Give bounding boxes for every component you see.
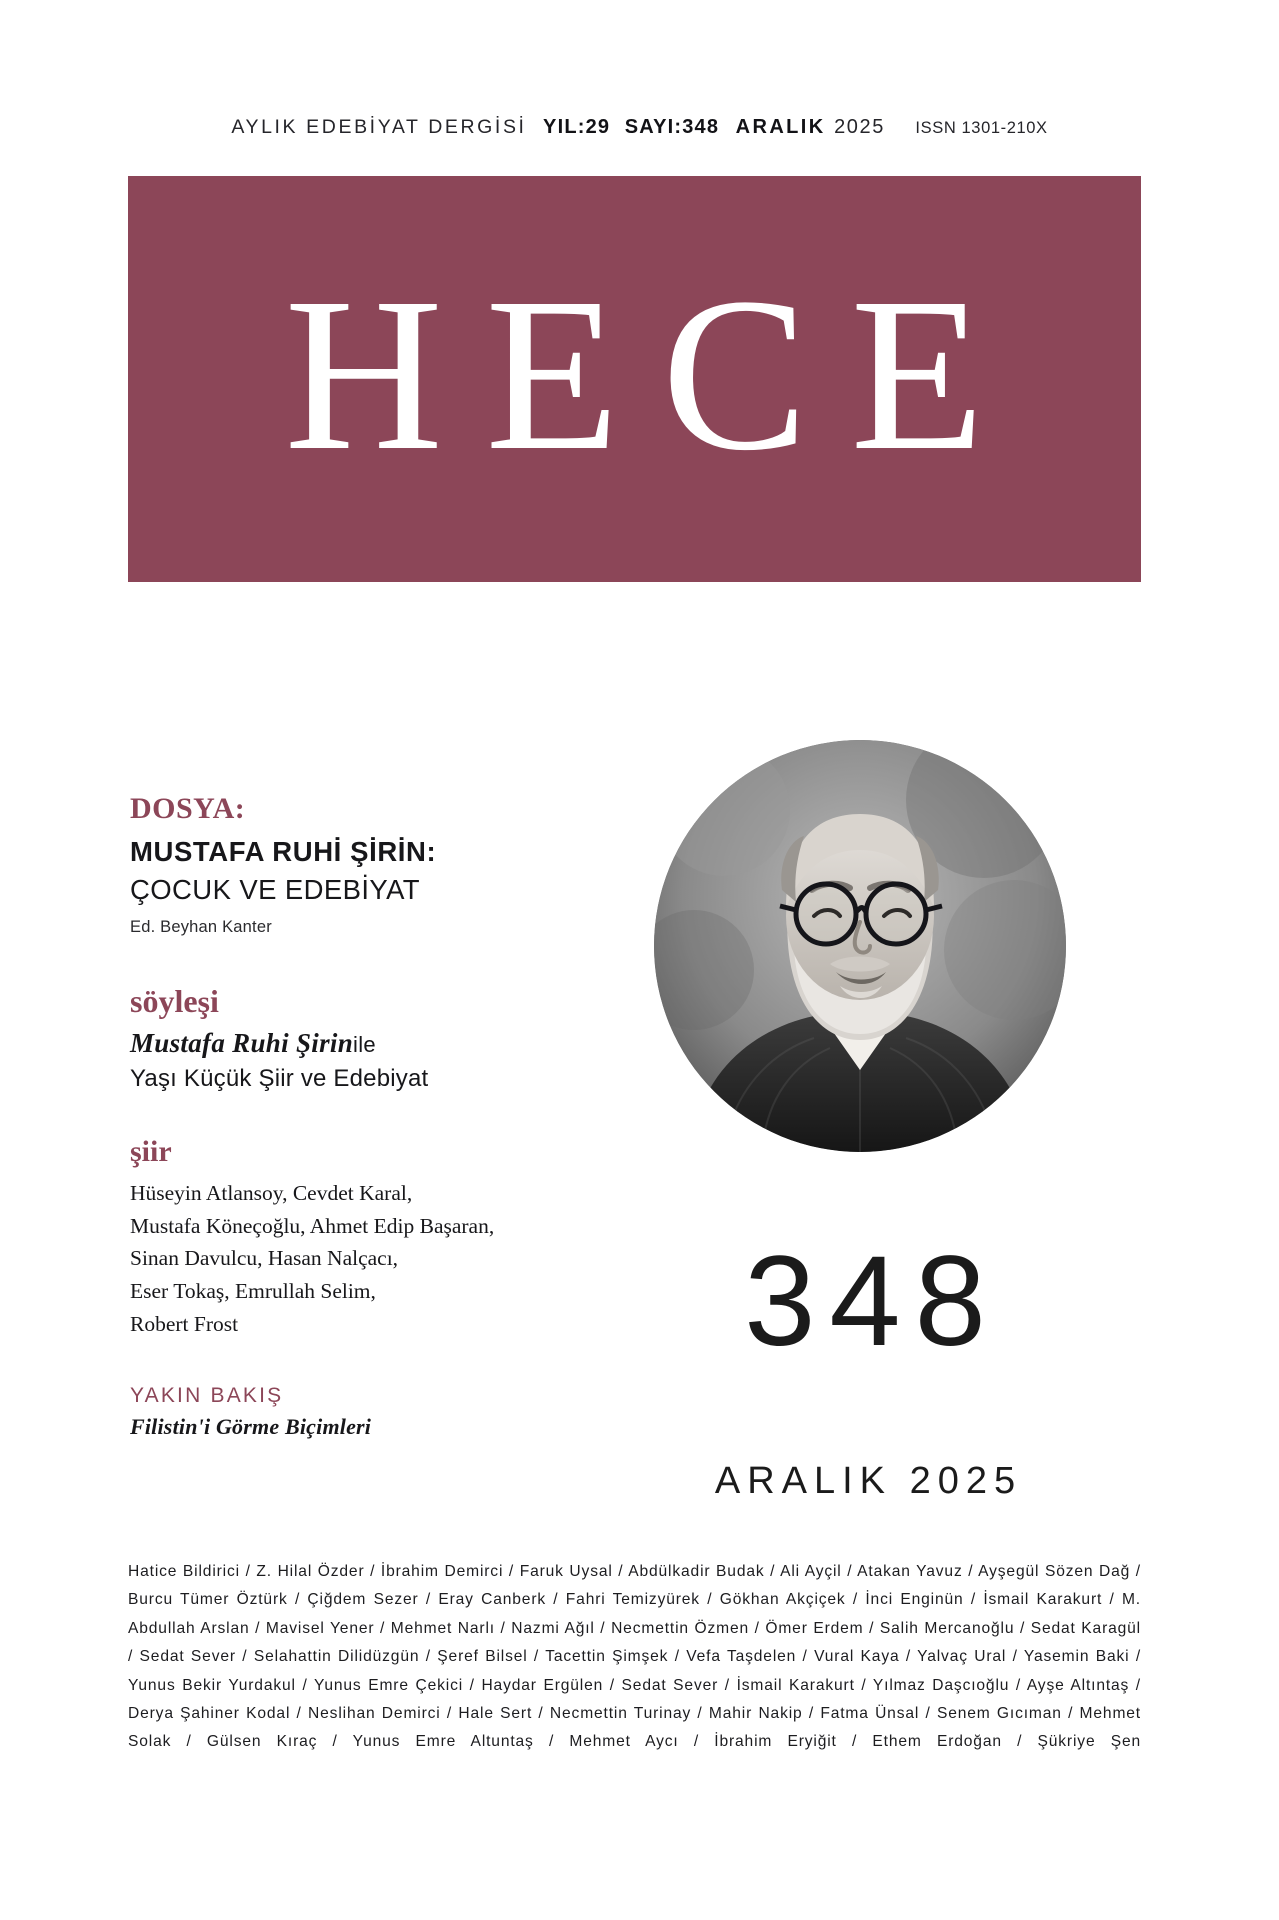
close-up-label: YAKIN BAKIŞ [130,1384,284,1408]
issue-date-display: ARALIK 2025 [714,1460,1023,1502]
issue-number-display: 348 [744,1230,1000,1373]
issn-label: ISSN 1301-210X [915,119,1048,137]
poetry-line: Eser Tokaş, Emrullah Selim, [130,1279,376,1304]
contributors-list [128,1558,1141,1757]
issue-number-label: SAYI:348 [624,116,720,138]
periodicity-label: AYLIK EDEBİYAT DERGİSİ [231,116,527,138]
interview-section [130,983,630,1093]
poetry-contributor-list [130,1177,630,1340]
dossier-title-line-1: MUSTAFA RUHİ ŞİRİN: [130,836,437,867]
portrait-illustration [654,740,1066,1152]
magazine-title: HECE [284,252,1027,496]
cover-lines-column [130,792,630,1440]
dossier-title-line-2: ÇOCUK VE EDEBİYAT [130,874,421,905]
poetry-line: Sinan Davulcu, Hasan Nalçacı, [130,1246,399,1271]
dossier-editor: Ed. Beyhan Kanter [130,918,272,936]
interview-guest-name: Mustafa Ruhi Şirin [130,1028,354,1058]
cover-header-strip [0,116,1279,139]
interview-subtitle: Yaşı Küçük Şiir ve Edebiyat [130,1065,429,1092]
close-up-section [130,1384,630,1440]
year-label: YIL:29 [543,116,611,138]
cover-portrait [654,740,1066,1152]
interview-connector: ile [353,1032,376,1057]
month-label: ARALIK [735,116,826,138]
masthead-block [128,176,1141,582]
dossier-section [130,792,630,937]
contributors-text: Hatice Bildirici / Z. Hilal Özder / İbrahim Demirci / Faruk Uysal / Abdülkadir Budak / Ali Ayçil / Atakan Yavuz / Ayşegül Sözen Dağ / Burcu Tümer Öztürk / Çiğdem Sezer / Eray Canberk / Fahri Temizyürek / Gökhan Akçiçek / İnci Enginün / İsmail Karakurt / M. Abdullah Arslan / Mavisel Yener / Mehmet Narlı / Nazmi Ağıl / Necmettin Özmen / Ömer Erdem / Salih Mercanoğlu / Sedat Karagül / Sedat Sever / Selahattin Dilidüzgün / Şeref Bilsel / Tacettin Şimşek / Vefa Taşdelen / Vural Kaya / Yalvaç Ural / Yasemin Baki / Yunus Bekir Yurdakul / Yunus Emre Çekici / Haydar Ergülen / Sedat Sever / İsmail Karakurt / Yılmaz Daşcıoğlu / Ayşe Altıntaş / Derya Şahiner Kodal / Neslihan Demirci / Hale Sert / Necmettin Turinay / Mahir Nakip / Fatma Ünsal / Senem Gıcıman / Mehmet Solak / Gülsen Kıraç / Yunus Emre Altuntaş / Mehmet Aycı / İbrahim Eryiğit / Ethem Erdoğan / Şükriye Şen [128,1563,1141,1751]
interview-label: söyleşi [130,983,219,1019]
dossier-label: DOSYA: [130,792,246,825]
poetry-line: Mustafa Köneçoğlu, Ahmet Edip Başaran, [130,1213,495,1238]
year-value: 2025 [834,116,885,138]
poetry-line: Robert Frost [130,1311,239,1336]
poetry-line: Hüseyin Atlansoy, Cevdet Karal, [130,1181,413,1205]
interview-headline [130,1028,630,1059]
poetry-section [130,1135,630,1340]
close-up-subtitle: Filistin'i Görme Biçimleri [130,1414,372,1440]
poetry-label: şiir [130,1135,172,1168]
